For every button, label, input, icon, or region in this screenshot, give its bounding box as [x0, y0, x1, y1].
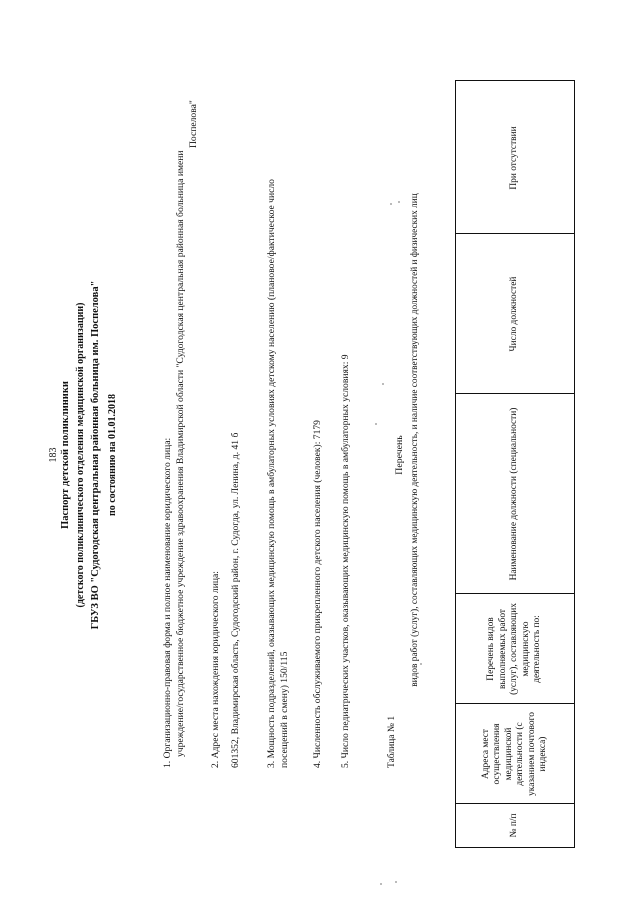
- item-2-value: 601352, Владимирская область, Судогодский район, г. Судогда, ул. Ленина, д. 41 б: [230, 432, 241, 768]
- status-date: по состоянию на 01.01.2018: [107, 393, 118, 517]
- item-1-label: 1. Организационно-правовая форма и полное наименование юридического лица:: [162, 437, 173, 768]
- scan-speck: [420, 663, 422, 665]
- table-header-cell: Адреса мест осуществления медицинской деятельности (с указанием почтового индекса): [480, 712, 548, 796]
- scan-speck: [395, 881, 397, 883]
- scan-speck: [390, 203, 392, 205]
- item-4: 4. Численность обслуживаемого прикрепленного детского населения (человек): 7179: [312, 420, 323, 768]
- table-header-cell: Число должностей: [509, 276, 520, 352]
- list-description: видов работ (услуг), составляющих медицинскую деятельность, и наличие соответствующих должностей и физических лиц: [410, 193, 420, 687]
- item-3-line-2: посещений в смену) 150/115: [279, 651, 290, 768]
- scan-speck: [380, 883, 382, 885]
- scan-speck: [375, 423, 377, 425]
- list-heading: Перечень: [394, 435, 405, 475]
- scan-speck: [382, 383, 384, 385]
- page-number: 183: [48, 447, 59, 463]
- item-1-value-cont: Поспелова": [188, 100, 199, 148]
- item-5: 5. Число педиатрических участков, оказывающих медицинскую помощь в амбулаторных условиях: 9: [340, 354, 351, 768]
- scan-speck: [398, 201, 400, 203]
- organization-name: ГБУЗ ВО "Судогодская центральная районная больница им. Поспелова": [90, 280, 101, 630]
- document-subtitle: (детского поликлинического отделения медицинской организации): [75, 302, 86, 608]
- services-table: [455, 80, 575, 848]
- table-header-cell: Перечень видов выполняемых работ (услуг), составляющих медицинскую деятельность по:: [486, 603, 543, 695]
- item-2-label: 2. Адрес места нахождения юридического лица:: [210, 571, 221, 768]
- table-header-cell: № п/п: [509, 813, 520, 838]
- table-header-cell: Наименование должности (специальности): [509, 407, 520, 581]
- document-title: Паспорт детской поликлиники: [60, 381, 71, 529]
- table-header-cell: При отсутствии: [509, 126, 520, 190]
- table-label: Таблица № 1: [387, 715, 397, 768]
- item-1-value: учреждение/государственное бюджетное учреждение здравоохранения Владимирской области "Судогодская центральная районная больница имени: [175, 150, 186, 757]
- item-3-line-1: 3. Мощность подразделений, оказывающих медицинскую помощь в амбулаторных условиях детскому населению (плановое/фактическое число: [266, 179, 277, 768]
